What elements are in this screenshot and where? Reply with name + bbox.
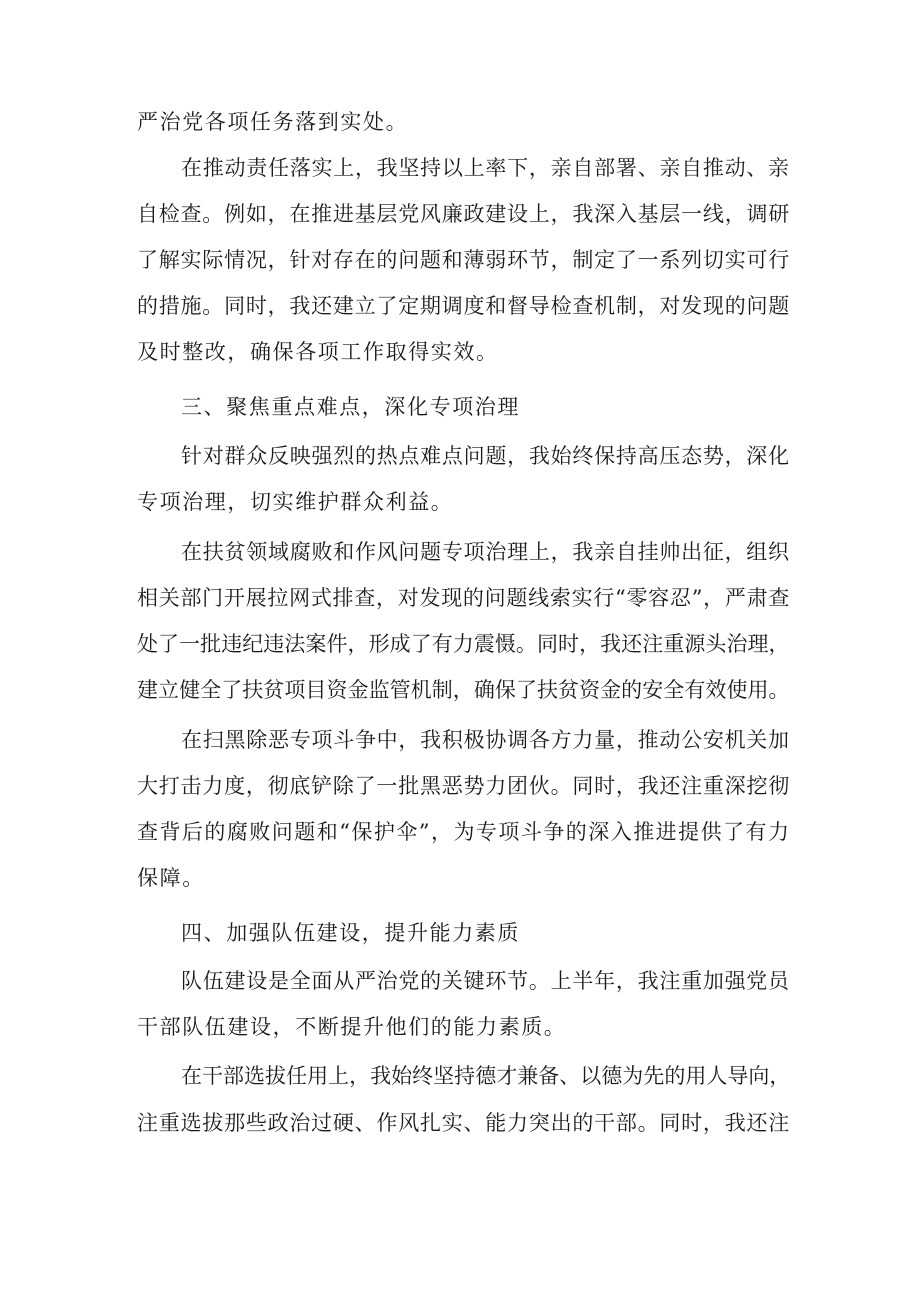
text-line: 专项治理，切实维护群众利益。	[137, 490, 454, 514]
text-line: 的措施。同时，我还建立了定期调度和督导检查机制，对发现的问题	[137, 294, 790, 318]
text-line: 了解实际情况，针对存在的问题和薄弱环节，制定了一系列切实可行	[137, 248, 790, 272]
text-line: 大打击力度，彻底铲除了一批黑恶势力团伙。同时，我还注重深挖彻	[137, 774, 790, 798]
paragraph-first-line: 在推动责任落实上，我坚持以上率下，亲自部署、亲自推动、亲	[181, 156, 790, 180]
section-heading: 三、聚焦重点难点，深化专项治理	[181, 395, 520, 419]
text-line: 及时整改，确保各项工作取得实效。	[137, 340, 499, 364]
paragraph-first-line: 在干部选拔任用上，我始终坚持德才兼备、以德为先的用人导向，	[181, 1064, 791, 1088]
text-line: 干部队伍建设，不断提升他们的能力素质。	[137, 1015, 567, 1039]
text-line: 自检查。例如，在推进基层党风廉政建设上，我深入基层一线，调研	[137, 202, 790, 226]
section-heading: 四、加强队伍建设，提升能力素质	[181, 921, 520, 945]
paragraph-first-line: 在扶贫领域腐败和作风问题专项治理上，我亲自挂帅出征，组织	[181, 540, 790, 564]
text-line: 处了一批违纪违法案件，形成了有力震慑。同时，我还注重源头治理，	[137, 632, 790, 656]
paragraph-first-line: 针对群众反映强烈的热点难点问题，我始终保持高压态势，深化	[181, 444, 790, 468]
text-line: 查背后的腐败问题和“保护伞”，为专项斗争的深入推进提供了有力	[137, 820, 791, 844]
text-line: 保障。	[137, 866, 205, 890]
text-line: 建立健全了扶贫项目资金监管机制，确保了扶贫资金的安全有效使用。	[137, 678, 790, 702]
text-line: 相关部门开展拉网式排查，对发现的问题线索实行“零容忍”，严肃查	[137, 586, 791, 610]
text-line: 严治党各项任务落到实处。	[137, 110, 409, 134]
paragraph-first-line: 在扫黑除恶专项斗争中，我积极协调各方力量，推动公安机关加	[181, 728, 790, 752]
paragraph-first-line: 队伍建设是全面从严治党的关键环节。上半年，我注重加强党员	[181, 969, 790, 993]
text-line: 注重选拔那些政治过硬、作风扎实、能力突出的干部。同时，我还注	[137, 1111, 790, 1135]
